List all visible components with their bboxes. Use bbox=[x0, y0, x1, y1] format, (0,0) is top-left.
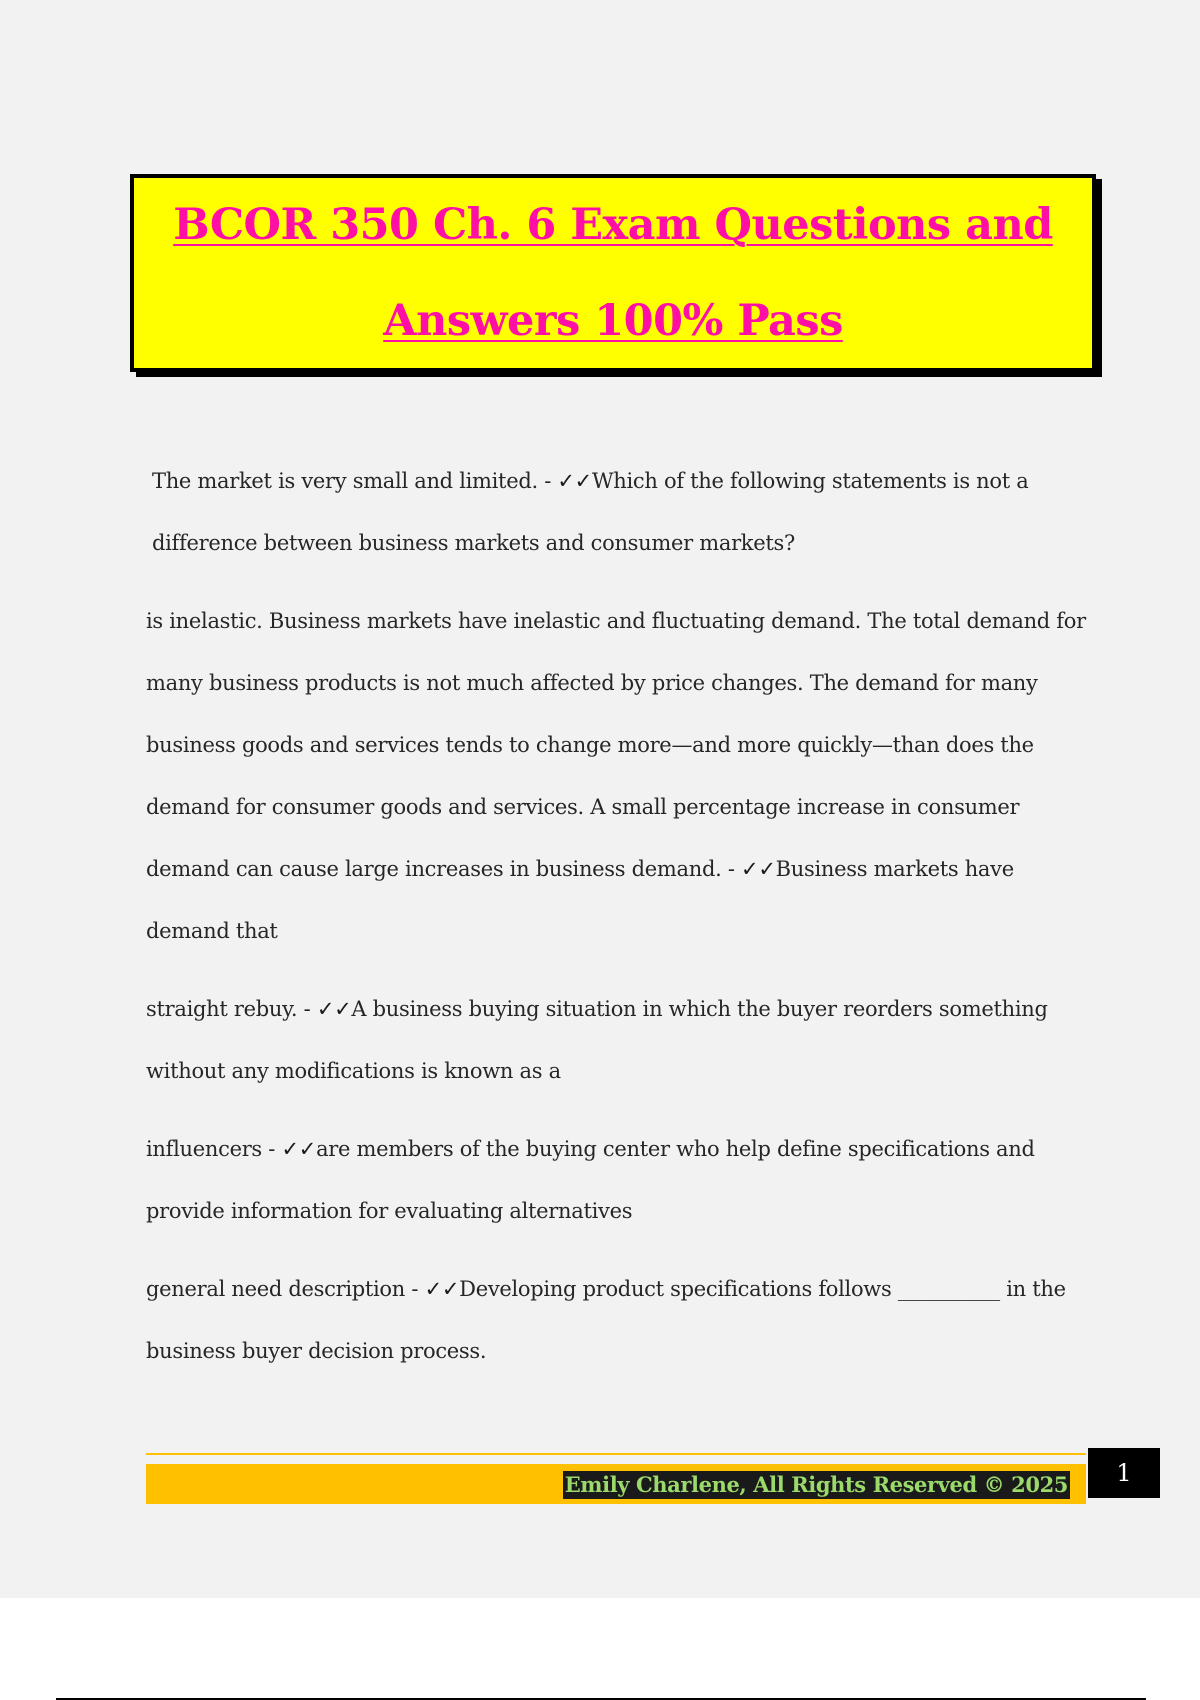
qa-entry bbox=[146, 978, 1096, 1102]
footer-divider bbox=[146, 1453, 1086, 1455]
qa-entry bbox=[146, 450, 1096, 574]
qa-list bbox=[146, 450, 1096, 1398]
check-mark-icon: ✓✓ bbox=[316, 997, 352, 1021]
qa-entry bbox=[146, 1118, 1096, 1242]
document-title bbox=[173, 177, 1053, 369]
copyright-text: Emily Charlene, All Rights Reserved © 2025 bbox=[564, 1472, 1068, 1497]
answer-text: general need description - bbox=[146, 1277, 425, 1301]
check-mark-icon: ✓✓ bbox=[281, 1137, 317, 1161]
check-mark-icon: ✓✓ bbox=[741, 857, 776, 881]
answer-text: is inelastic. Business markets have inelastic and fluctuating demand. The total demand for many business products is not much affected by price changes. The demand for many business goods and services tends to change more—and more quickly—than does the demand for consumer goods and services. A small percentage increase in consumer demand can cause large increases in business demand. - bbox=[146, 609, 1086, 881]
question-text: Developing product specifications follows __________ in the business buyer decision process. bbox=[146, 1277, 1066, 1363]
check-mark-icon: ✓✓ bbox=[424, 1277, 460, 1301]
page-number: 1 bbox=[1088, 1448, 1160, 1498]
title-line-2: Answers 100% Pass bbox=[383, 296, 843, 346]
check-mark-icon: ✓✓ bbox=[557, 469, 592, 493]
question-text: Which of the following statements is not a difference between business markets and consumer markets? bbox=[152, 469, 1029, 555]
answer-text: influencers - bbox=[146, 1137, 282, 1161]
title-line-1: BCOR 350 Ch. 6 Exam Questions and bbox=[173, 200, 1053, 250]
question-text: Business markets have demand that bbox=[146, 857, 1014, 943]
qa-entry bbox=[146, 1258, 1096, 1382]
question-text: A business buying situation in which the buyer reorders something without any modifications is known as a bbox=[146, 997, 1048, 1083]
footer-bar bbox=[146, 1464, 1086, 1504]
answer-text: The market is very small and limited. - bbox=[152, 469, 558, 493]
qa-entry bbox=[146, 590, 1096, 962]
answer-text: straight rebuy. - bbox=[146, 997, 317, 1021]
title-banner bbox=[130, 174, 1096, 372]
question-text: are members of the buying center who help define specifications and provide information for evaluating alternatives bbox=[146, 1137, 1035, 1223]
